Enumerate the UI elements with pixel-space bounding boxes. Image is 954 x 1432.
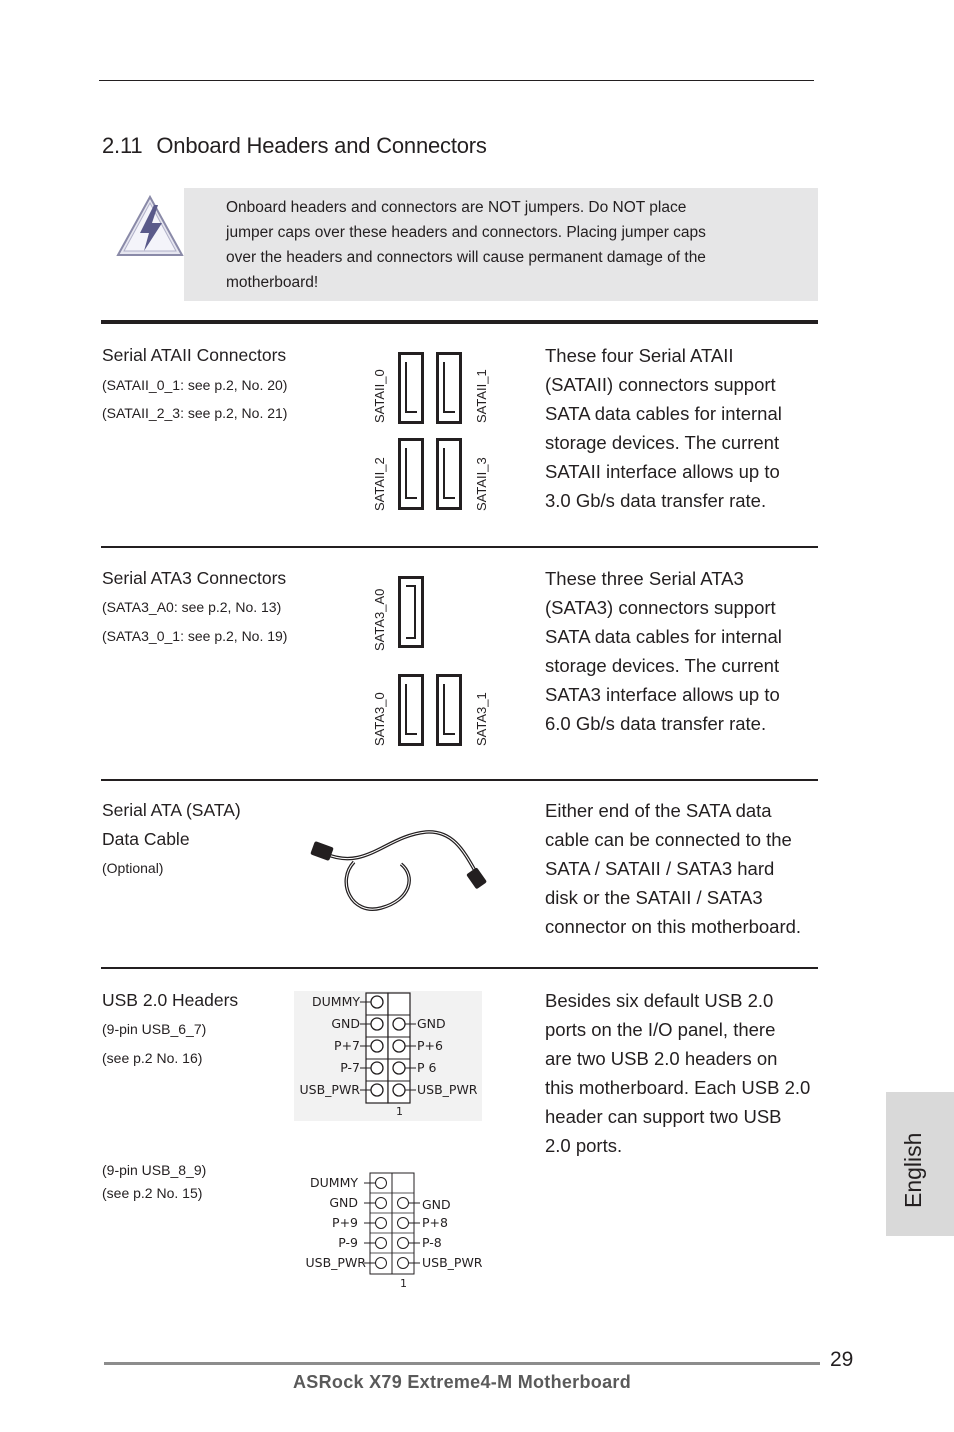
sataii-1-label: SATAII_1 [474,369,489,423]
section-heading [102,133,487,159]
desc-line: These three Serial ATA3 [545,568,744,589]
warning-triangle-icon [114,193,186,264]
desc-line: These four Serial ATAII [545,345,734,366]
usb-description [545,986,818,1160]
section-divider-thick [101,320,818,324]
desc-line: SATA data cables for internal [545,403,782,424]
pin-p-plus-right: P+6 [417,1038,443,1053]
sataii-description [545,341,818,515]
warning-line: Onboard headers and connectors are NOT jumpers. Do NOT place [226,199,687,216]
desc-line: 3.0 Gb/s data transfer rate. [545,490,767,511]
sataii-ref-2: (SATAII_2_3: see p.2, No. 21) [102,405,288,421]
desc-line: SATA data cables for internal [545,626,782,647]
sata3-a0-label: SATA3_A0 [372,588,387,651]
sataii-0-label: SATAII_0 [372,369,387,423]
sataii-title: Serial ATAII Connectors [102,345,287,365]
sata3-description [545,564,818,738]
desc-line: SATA / SATAII / SATA3 hard [545,858,775,879]
pin-gnd-right: GND [417,1016,446,1031]
pin-1-marker: 1 [400,1277,407,1290]
desc-line: storage devices. The current [545,432,780,453]
desc-line: ports on the I/O panel, there [545,1019,776,1040]
sata3-a0-port [398,576,424,653]
sataii-2-label: SATAII_2 [372,457,387,511]
desc-line: disk or the SATAII / SATA3 [545,887,763,908]
cable-description [545,796,818,941]
pin-usb-pwr-right: USB_PWR [417,1082,478,1097]
page-number: 29 [830,1348,854,1371]
sata3-0-port [398,674,424,751]
desc-line: are two USB 2.0 headers on [545,1048,778,1069]
sataii-ref-1: (SATAII_0_1: see p.2, No. 20) [102,377,288,393]
usb-header2-ref: (see p.2 No. 15) [102,1185,203,1201]
sataii-3-label: SATAII_3 [474,457,489,511]
desc-line: this motherboard. Each USB 2.0 [545,1077,811,1098]
footer-rule [104,1362,820,1365]
cable-optional: (Optional) [102,860,164,876]
desc-line: (SATA3) connectors support [545,597,776,618]
sataii-port-3 [436,438,462,515]
sata3-0-label: SATA3_0 [372,692,387,746]
section-divider [101,779,818,781]
desc-line: SATAII interface allows up to [545,461,780,482]
section-divider [101,546,818,548]
sata3-ref-1: (SATA3_A0: see p.2, No. 13) [102,599,282,615]
sataii-port-2 [398,438,424,515]
usb-header-6-7-diagram [294,991,482,1121]
desc-line: SATA3 interface allows up to [545,684,780,705]
desc-line: 6.0 Gb/s data transfer rate. [545,713,767,734]
desc-line: 2.0 ports. [545,1135,623,1156]
pin-p-plus-left: P+9 [332,1215,358,1230]
section-title: Onboard Headers and Connectors [156,133,487,158]
usb-header2-pins: (9-pin USB_8_9) [102,1162,207,1178]
sata3-ref-2: (SATA3_0_1: see p.2, No. 19) [102,628,288,644]
pin-gnd-right: GND [422,1197,451,1212]
pin-p-plus-left: P+7 [334,1038,360,1053]
language-tab-label: English [900,1132,926,1208]
desc-line: cable can be connected to the [545,829,792,850]
desc-line: (SATAII) connectors support [545,374,776,395]
pin-usb-pwr-left: USB_PWR [305,1255,366,1270]
pin-p-minus-left: P-7 [340,1060,360,1075]
pin-p-minus-left: P-9 [338,1235,358,1250]
desc-line: storage devices. The current [545,655,780,676]
sataii-port-0 [398,352,424,429]
desc-line: connector on this motherboard. [545,916,802,937]
pin-gnd-left: GND [331,1016,360,1031]
usb-header1-ref: (see p.2 No. 16) [102,1050,203,1066]
section-number: 2.11 [102,133,143,158]
cable-title-line-2: Data Cable [102,829,190,849]
pin-1-marker: 1 [396,1105,403,1118]
sataii-port-1 [436,352,462,429]
pin-usb-pwr-right: USB_PWR [422,1255,483,1270]
pin-p-minus-right: P 6 [417,1060,437,1075]
pin-p-minus-right: P-8 [422,1235,442,1250]
pin-gnd-left: GND [329,1195,358,1210]
sata3-1-port [436,674,462,751]
desc-line: Besides six default USB 2.0 [545,990,774,1011]
pin-p-plus-right: P+8 [422,1215,448,1230]
sata3-1-label: SATA3_1 [474,692,489,746]
pin-usb-pwr-left: USB_PWR [299,1082,360,1097]
pin-dummy: DUMMY [312,994,360,1009]
desc-line: Either end of the SATA data [545,800,772,821]
pin-dummy: DUMMY [310,1175,358,1190]
desc-line: header can support two USB [545,1106,782,1127]
usb-header1-pins: (9-pin USB_6_7) [102,1021,207,1037]
footer-title: ASRock X79 Extreme4-M Motherboard [293,1372,631,1392]
sata-cable-image [306,826,496,923]
sata3-title: Serial ATA3 Connectors [102,568,287,588]
section-divider [101,967,818,969]
warning-line: motherboard! [226,274,319,291]
warning-line: over the headers and connectors will cause permanent damage of the [226,249,706,266]
top-rule [99,80,814,81]
warning-line: jumper caps over these headers and connectors. Placing jumper caps [226,224,706,241]
usb-title: USB 2.0 Headers [102,990,239,1010]
warning-text [226,195,750,295]
cable-title-line-1: Serial ATA (SATA) [102,800,241,820]
usb-header-8-9-diagram [294,1172,488,1294]
